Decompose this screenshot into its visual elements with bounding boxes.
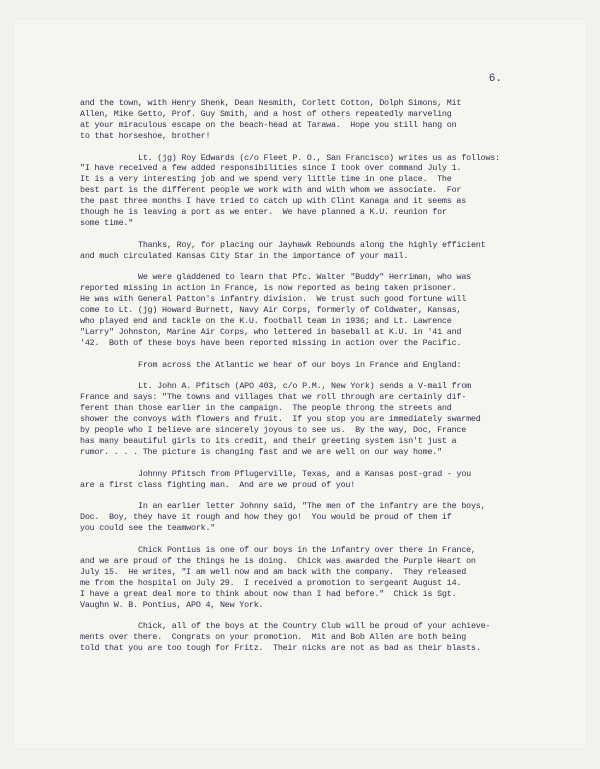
paragraph-gap xyxy=(80,534,520,545)
text-line: It is a very interesting job and we spend very little time in one place. The xyxy=(80,174,452,185)
paragraph xyxy=(80,360,520,371)
text-line: Allen, Mike Getto, Prof. Guy Smith, and a host of others repeatedly marveling xyxy=(80,108,452,119)
text-line: by people who I believe are sincerely joyous to see us. By the way, Doc, France xyxy=(80,425,467,436)
text-line: From across the Atlantic we hear of our boys in France and England: xyxy=(138,359,462,370)
paragraph-gap xyxy=(80,349,520,360)
text-line: at your miraculous escape on the beach-head at Tarawa. Hope you still hang on xyxy=(80,119,457,130)
text-line: July 15. He writes, "I am well now and am back with the company. They released xyxy=(80,566,467,577)
paragraph xyxy=(80,381,520,457)
text-line: Lt. (jg) Roy Edwards (c/o Fleet P. O., San Francisco) writes us as follows: xyxy=(138,152,500,163)
text-line: ments over there. Congrats on your promotion. Mit and Bob Allen are both being xyxy=(80,632,467,643)
paragraph-gap xyxy=(80,491,520,502)
text-line: though he is leaving a port as we enter. We have planned a K.U. reunion for xyxy=(80,207,447,218)
text-line: you could see the teamwork." xyxy=(80,523,216,534)
text-line: I have a great deal more to think about now than I had before." Chick is Sgt. xyxy=(80,588,457,599)
text-line: Chick, all of the boys at the Country Club will be proud of your achieve- xyxy=(138,621,491,632)
text-line: and much circulated Kansas City Star in the importance of your mail. xyxy=(80,250,409,261)
paragraph xyxy=(80,153,520,229)
text-line: reported missing in action in France, is now reported as being taken prisoner. xyxy=(80,283,457,294)
text-line: come to Lt. (jg) Howard Burnett, Navy Air Corps, formerly of Coldwater, Kansas, xyxy=(80,305,462,316)
text-line: shower the convoys with flowers and fruit. If you stop you are immediately swarmed xyxy=(80,414,481,425)
text-line: Chick Pontius is one of our boys in the infantry over there in France, xyxy=(138,545,476,556)
paragraph-gap xyxy=(80,262,520,273)
text-line: has many beautiful girls to its credit, and their greeting system isn't just a xyxy=(80,436,457,447)
text-line: best part is the different people we work with and with whom we associate. For xyxy=(80,185,462,196)
paragraph-gap xyxy=(80,458,520,469)
text-line: and the town, with Henry Shenk, Dean Nesmith, Corlett Cotton, Dolph Simons, Mit xyxy=(80,98,462,108)
text-line: Johnny Pfitsch from Pflugerville, Texas, and a Kansas post-grad - you xyxy=(138,468,471,479)
paragraph-gap xyxy=(80,610,520,621)
paragraph-gap xyxy=(80,229,520,240)
paragraph xyxy=(80,501,520,534)
text-line: to that horseshoe, brother! xyxy=(80,130,211,141)
text-line: Doc. Boy, they have it rough and how they go! You would be proud of them if xyxy=(80,512,452,523)
text-line: He was with General Patton's infantry division. We trust such good fortune will xyxy=(80,294,467,305)
paragraph xyxy=(80,621,520,654)
paragraph xyxy=(80,545,520,610)
text-line: "Larry" Johnston, Marine Air Corps, who lettered in baseball at K.U. in '41 and xyxy=(80,326,462,337)
paragraph-gap xyxy=(80,371,520,382)
text-line: '42. Both of these boys have been reported missing in action over the Pacific. xyxy=(80,337,462,348)
text-line: Lt. John A. Pfitsch (APO 403, c/o P.M., New York) sends a V-mail from xyxy=(138,381,471,392)
text-line: and we are proud of the things he is doing. Chick was awarded the Purple Heart on xyxy=(80,555,476,566)
paragraph xyxy=(80,272,520,348)
text-line: In an earlier letter Johnny said, "The men of the infantry are the boys, xyxy=(138,501,486,512)
page-number: 6. xyxy=(488,73,502,85)
letter-body xyxy=(80,98,520,654)
text-line: rumor. . . . The picture is changing fast and we are well on our way home." xyxy=(80,446,442,457)
text-line: the past three months I have tried to catch up with Clint Kanaga and it seems as xyxy=(80,196,467,207)
text-line: Vaughn W. B. Pontius, APO 4, New York. xyxy=(80,599,264,610)
paragraph xyxy=(80,469,520,491)
paragraph-gap xyxy=(80,142,520,153)
text-line: ferent than those earlier in the campaign. The people throng the streets and xyxy=(80,403,452,414)
text-line: "I have received a few added responsibilities since I took over command July 1. xyxy=(80,163,462,174)
text-line: who played end and tackle on the K.U. football team in 1936; and Lt. Lawrence xyxy=(80,316,452,327)
text-line: France and says: "The towns and villages that we roll through are certainly dif- xyxy=(80,392,467,403)
text-line: are a first class fighting man. And are we proud of you! xyxy=(80,479,356,490)
text-line: We were gladdened to learn that Pfc. Walter "Buddy" Herriman, who was xyxy=(138,272,471,283)
text-line: Thanks, Roy, for placing our Jayhawk Rebounds along the highly efficient xyxy=(138,239,486,250)
text-line: me from the hospital on July 29. I received a promotion to sergeant August 14. xyxy=(80,577,462,588)
text-line: some time." xyxy=(80,217,134,228)
text-line: told that you are too tough for Fritz. Their nicks are not as bad as their blasts. xyxy=(80,643,481,654)
paragraph xyxy=(80,240,520,262)
paragraph xyxy=(80,98,520,142)
